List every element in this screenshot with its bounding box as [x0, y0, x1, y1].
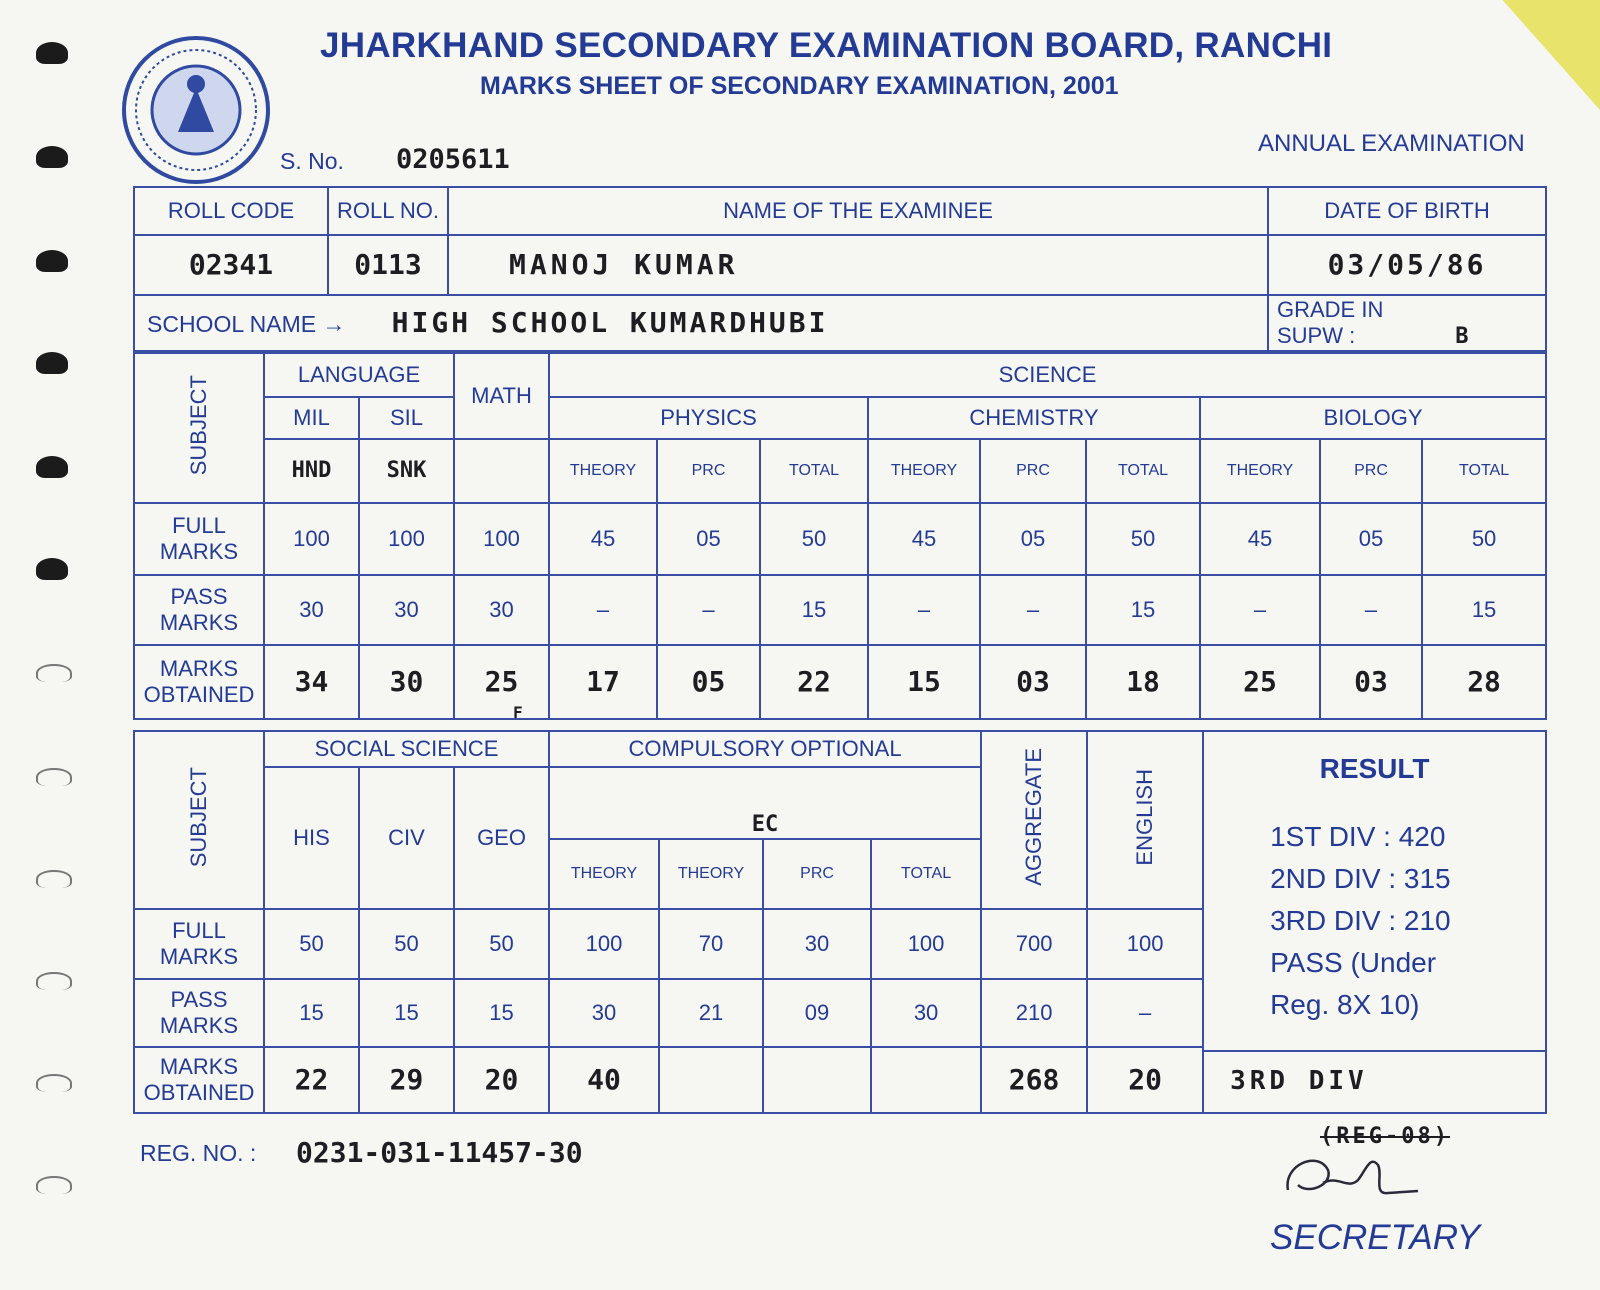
marks-obtained-cell: 03 — [1320, 645, 1422, 719]
pass-marks-cell: 15 — [454, 979, 549, 1047]
full-marks-cell: 50 — [264, 909, 359, 979]
date-of-birth: 03/05/86 — [1268, 235, 1546, 295]
subject-label-cell — [134, 731, 264, 909]
math-header: MATH — [454, 353, 549, 439]
aggregate-header-cell — [981, 731, 1087, 909]
pass-marks-cell: 15 — [359, 979, 454, 1047]
full-marks-cell: 45 — [549, 503, 657, 575]
math-fail-note: F — [513, 702, 523, 722]
result-cell — [1203, 731, 1546, 1113]
social-science-header: SOCIAL SCIENCE — [264, 731, 549, 767]
marks-table-top — [133, 352, 1547, 720]
marks-table-bottom — [133, 730, 1547, 1114]
pass-marks-cell: 15 — [1086, 575, 1200, 645]
physics-prc-header: PRC — [657, 439, 760, 503]
subject-label-cell — [134, 353, 264, 503]
board-title: JHARKHAND SECONDARY EXAMINATION BOARD, RANCHI — [320, 26, 1333, 65]
roll-code-label: ROLL CODE — [134, 187, 328, 235]
grade-supw-cell — [1268, 295, 1546, 351]
binder-hole — [36, 972, 72, 990]
pass-marks-cell: 30 — [871, 979, 981, 1047]
marks-obtained-cell: 29 — [359, 1047, 454, 1113]
pass-marks-cell: 210 — [981, 979, 1087, 1047]
aggregate-obtained: 268 — [981, 1047, 1087, 1113]
full-marks-cell: 100 — [264, 503, 359, 575]
marks-obtained-cell: 25 — [1200, 645, 1320, 719]
full-marks-cell: 45 — [1200, 503, 1320, 575]
pass-marks-cell: – — [1087, 979, 1203, 1047]
school-name-label: SCHOOL NAME → — [147, 311, 346, 338]
ec-prc-header: PRC — [763, 839, 871, 909]
chemistry-theory-header: THEORY — [868, 439, 980, 503]
result-value: 3RD DIV — [1230, 1065, 1368, 1096]
marks-obtained-label-2: OBTAINED — [143, 682, 255, 707]
pass-marks-cell: 30 — [264, 575, 359, 645]
pass-marks-cell: 30 — [549, 979, 659, 1047]
binder-hole — [36, 250, 68, 272]
result-header: RESULT — [1319, 753, 1430, 784]
aggregate-header: AGGREGATE — [1020, 747, 1046, 886]
full-marks-label-2: MARKS — [159, 944, 239, 969]
science-header: SCIENCE — [549, 353, 1546, 397]
registration-number: 0231-031-11457-30 — [296, 1136, 583, 1169]
math-obtained-cell — [454, 645, 549, 722]
full-marks-label-2: MARKS — [159, 539, 239, 564]
ec-subject-code: EC — [549, 767, 981, 839]
pass-marks-cell: 09 — [763, 979, 871, 1047]
physics-header: PHYSICS — [549, 397, 868, 439]
school-name: HIGH SCHOOL KUMARDHUBI — [391, 306, 829, 340]
pass-marks-label-1: PASS — [170, 986, 228, 1012]
full-marks-cell: 50 — [760, 503, 868, 575]
ec-theory-header: THEORY — [549, 839, 659, 909]
biology-header: BIOLOGY — [1200, 397, 1546, 439]
math-blank — [454, 439, 549, 503]
full-marks-cell: 05 — [980, 503, 1086, 575]
marks-obtained-label-1: MARKS — [159, 655, 239, 681]
chemistry-total-header: TOTAL — [1086, 439, 1200, 503]
full-marks-cell: 50 — [1422, 503, 1546, 575]
full-marks-cell: 100 — [454, 503, 549, 575]
full-marks-cell: 05 — [1320, 503, 1422, 575]
chemistry-prc-header: PRC — [980, 439, 1086, 503]
roll-no: 0113 — [328, 235, 448, 295]
full-marks-cell: 100 — [871, 909, 981, 979]
marks-obtained-label — [134, 645, 264, 719]
pass-marks-label-2: MARKS — [159, 610, 239, 635]
subject-label: SUBJECT — [185, 766, 211, 867]
civ-header: CIV — [359, 767, 454, 909]
mil-subject-code: HND — [264, 439, 359, 503]
division-rules — [1270, 816, 1545, 1026]
marks-obtained-cell: 34 — [264, 645, 359, 719]
marks-obtained-label-2: OBTAINED — [143, 1080, 255, 1105]
school-row — [134, 295, 1268, 351]
marks-obtained-cell — [763, 1047, 871, 1113]
secretary-label: SECRETARY — [1270, 1218, 1481, 1257]
ec-theory-header: THEORY — [659, 839, 763, 909]
full-marks-label — [134, 909, 264, 979]
binder-hole — [36, 352, 68, 374]
physics-total-header: TOTAL — [760, 439, 868, 503]
english-header: ENGLISH — [1131, 768, 1157, 866]
pass-marks-cell: – — [1320, 575, 1422, 645]
physics-theory-header: THEORY — [549, 439, 657, 503]
grade-label-row — [1277, 323, 1545, 349]
grade-label-1: GRADE IN — [1277, 297, 1384, 323]
marks-obtained-cell: 03 — [980, 645, 1086, 719]
full-marks-cell: 70 — [659, 909, 763, 979]
marks-obtained-label-1: MARKS — [159, 1053, 239, 1079]
second-division-rule: 2ND DIV : 315 — [1270, 862, 1451, 894]
marks-obtained-cell — [659, 1047, 763, 1113]
examinee-name-label: NAME OF THE EXAMINEE — [448, 187, 1268, 235]
full-marks-cell: 50 — [454, 909, 549, 979]
pass-marks-cell: – — [549, 575, 657, 645]
full-marks-cell: 700 — [981, 909, 1087, 979]
his-header: HIS — [264, 767, 359, 909]
biology-prc-header: PRC — [1320, 439, 1422, 503]
sil-subject-code: SNK — [359, 439, 454, 503]
pass-marks-cell: 30 — [454, 575, 549, 645]
marks-obtained-cell: 15 — [868, 645, 980, 719]
examinee-name: MANOJ KUMAR — [448, 235, 1268, 295]
binder-hole — [36, 456, 68, 478]
marks-obtained-cell — [871, 1047, 981, 1113]
biology-total-header: TOTAL — [1422, 439, 1546, 503]
full-marks-cell: 100 — [1087, 909, 1203, 979]
reg-no-label: REG. NO. : — [140, 1140, 257, 1166]
pass-marks-cell: 15 — [1422, 575, 1546, 645]
sheet-subtitle: MARKS SHEET OF SECONDARY EXAMINATION, 2001 — [480, 72, 1119, 100]
marks-obtained-cell: 18 — [1086, 645, 1200, 719]
geo-header: GEO — [454, 767, 549, 909]
biology-theory-header: THEORY — [1200, 439, 1320, 503]
full-marks-cell: 30 — [763, 909, 871, 979]
marks-obtained-cell: 20 — [454, 1047, 549, 1113]
result-reg-note: (REG-08) — [1320, 1124, 1450, 1149]
language-header: LANGUAGE — [264, 353, 454, 397]
roll-no-label: ROLL NO. — [328, 187, 448, 235]
binder-hole — [36, 1176, 72, 1194]
english-obtained: 20 — [1087, 1047, 1203, 1113]
sil-header: SIL — [359, 397, 454, 439]
marks-obtained-cell: 28 — [1422, 645, 1546, 719]
pass-marks-cell: – — [868, 575, 980, 645]
full-marks-label-1: FULL — [172, 917, 226, 943]
result-value-row — [1204, 1050, 1545, 1110]
grade-label-2: SUPW : — [1277, 322, 1356, 348]
first-division-rule: 1ST DIV : 420 — [1270, 820, 1446, 852]
pass-marks-cell: – — [657, 575, 760, 645]
marks-obtained-cell: 30 — [359, 645, 454, 719]
board-seal-icon — [118, 32, 274, 188]
marks-obtained-cell: 05 — [657, 645, 760, 719]
pass-marks-label — [134, 979, 264, 1047]
marks-obtained-cell: 22 — [760, 645, 868, 719]
binder-hole — [36, 768, 72, 786]
pass-marks-label-1: PASS — [170, 583, 228, 609]
marks-obtained-label — [134, 1047, 264, 1113]
yellow-corner — [1470, 0, 1600, 110]
exam-type: ANNUAL EXAMINATION — [1258, 130, 1525, 157]
binder-hole — [36, 870, 72, 888]
full-marks-cell: 50 — [1086, 503, 1200, 575]
binder-hole — [36, 558, 68, 580]
marks-obtained-cell: 17 — [549, 645, 657, 719]
serial-number: 0205611 — [396, 144, 510, 175]
marks-obtained-cell: 40 — [549, 1047, 659, 1113]
chemistry-header: CHEMISTRY — [868, 397, 1200, 439]
full-marks-cell: 45 — [868, 503, 980, 575]
pass-marks-label — [134, 575, 264, 645]
full-marks-cell: 50 — [359, 909, 454, 979]
serial-number-label: S. No. — [280, 148, 344, 174]
marks-obtained-cell: 22 — [264, 1047, 359, 1113]
pass-rule-1: PASS (Under — [1270, 946, 1437, 978]
english-header-cell — [1087, 731, 1203, 909]
dob-label: DATE OF BIRTH — [1268, 187, 1546, 235]
full-marks-label — [134, 503, 264, 575]
roll-code: 02341 — [134, 235, 328, 295]
third-division-rule: 3RD DIV : 210 — [1270, 904, 1451, 936]
binder-hole — [36, 1074, 72, 1092]
full-marks-cell: 100 — [359, 503, 454, 575]
ec-total-header: TOTAL — [871, 839, 981, 909]
subject-label: SUBJECT — [185, 374, 211, 475]
full-marks-cell: 100 — [549, 909, 659, 979]
pass-marks-cell: 21 — [659, 979, 763, 1047]
binder-hole — [36, 42, 68, 64]
pass-marks-cell: – — [980, 575, 1086, 645]
marks-obtained-value: 25 — [484, 665, 519, 699]
supw-grade: B — [1455, 323, 1469, 349]
mil-header: MIL — [264, 397, 359, 439]
compulsory-optional-header: COMPULSORY OPTIONAL — [549, 731, 981, 767]
pass-marks-cell: – — [1200, 575, 1320, 645]
pass-rule-2: Reg. 8X 10) — [1270, 988, 1420, 1020]
pass-marks-cell: 30 — [359, 575, 454, 645]
pass-marks-cell: 15 — [760, 575, 868, 645]
full-marks-cell: 05 — [657, 503, 760, 575]
pass-marks-label-2: MARKS — [159, 1013, 239, 1038]
binder-hole — [36, 146, 68, 168]
full-marks-label-1: FULL — [172, 512, 226, 538]
pass-marks-cell: 15 — [264, 979, 359, 1047]
secretary-signature — [1278, 1145, 1428, 1215]
binder-hole — [36, 664, 72, 682]
examinee-info-table — [133, 186, 1547, 352]
